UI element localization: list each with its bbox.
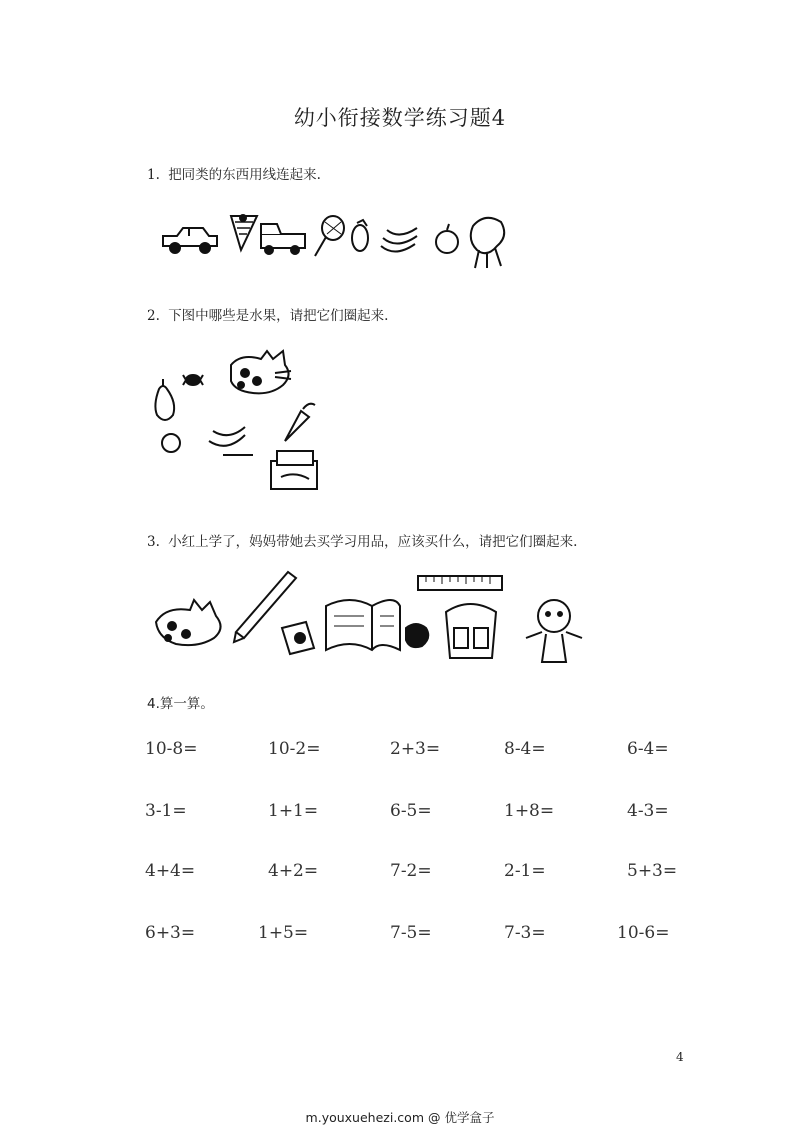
sharpener-icon [282,622,314,654]
equation: 1+1= [268,801,319,821]
banana-icon [209,427,253,455]
page-number: 4 [676,1050,684,1064]
equation: 3-1= [145,801,187,821]
equation: 7-5= [390,923,432,943]
question-number: 2. [147,308,160,324]
q3-picture-row [150,566,590,670]
question-2 [147,304,388,324]
ruler-icon [418,576,502,590]
cat-icon [231,351,291,393]
question-text: 算一算。 [159,696,214,712]
equation: 1+8= [504,801,555,821]
equation: 10-8= [145,739,198,759]
equation: 4+2= [268,861,319,881]
equation: 2-1= [504,861,546,881]
equation: 5+3= [627,861,678,881]
equation: 7-2= [390,861,432,881]
question-text: 把同类的东西用线连起来. [168,167,321,183]
cat-icon [156,600,221,645]
equation: 7-3= [504,923,546,943]
banana-icon [381,228,417,252]
backpack-icon [446,604,496,658]
carrot-icon [285,404,315,441]
equation: 4+4= [145,861,196,881]
page-title: 幼小衔接数学练习题4 [293,106,507,130]
equation: 4-3= [627,801,669,821]
equation: 6-4= [627,739,669,759]
equation: 10-6= [617,923,670,943]
book-icon [326,600,400,650]
pear-icon [155,379,174,420]
vegetable-icon [471,218,504,268]
question-number: 1. [147,167,160,183]
q1-picture-row [155,206,525,276]
question-3 [147,530,577,550]
question-4 [147,692,214,712]
equation: 10-2= [268,739,321,759]
equation: 6-5= [390,801,432,821]
eggplant-icon [352,220,368,251]
question-number: 3. [147,534,160,550]
equation: 6+3= [145,923,196,943]
footer-watermark: m.youxuehezi.com @ 优学盒子 [305,1110,495,1125]
truck-icon [261,224,305,254]
question-text: 小红上学了，妈妈带她去买学习用品，应该买什么，请把它们圈起来. [168,534,578,550]
doll-icon [526,600,582,662]
question-number: 4. [147,696,160,712]
equation: 1+5= [258,923,309,943]
pizza-icon [231,215,257,250]
car-icon [163,228,217,253]
candy-icon [183,375,203,385]
q2-picture-group [145,345,335,495]
equation: 8-4= [504,739,546,759]
orange-icon [162,434,180,452]
eraser-icon [406,624,428,647]
question-1 [147,163,321,183]
apple-icon [436,224,458,253]
equation: 2+3= [390,739,441,759]
tennis-racket-icon [315,216,344,256]
pencil-box-icon [271,451,317,489]
question-text: 下图中哪些是水果，请把它们圈起来. [168,308,389,324]
